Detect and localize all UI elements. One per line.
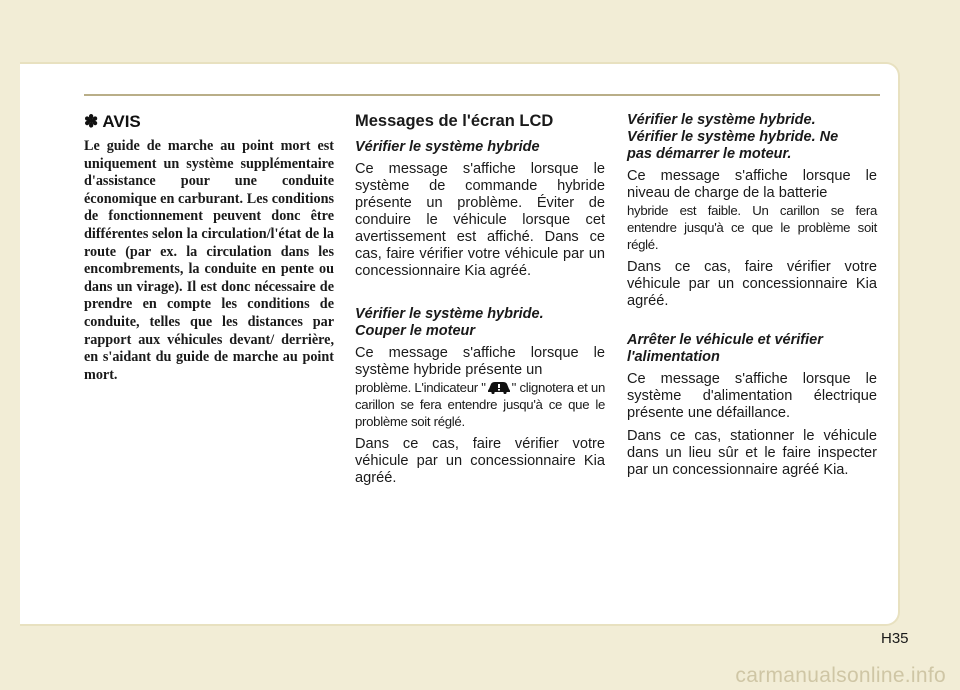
header-rule — [84, 94, 880, 96]
paragraph: Ce message s'affiche lorsque le système hybride présente un — [355, 345, 605, 378]
paragraph: Dans ce cas, faire vérifier votre véhicule par un concessionnaire Kia agréé. — [627, 259, 877, 309]
watermark: carmanualsonline.info — [735, 664, 946, 687]
subsection-title-line: Couper le moteur — [355, 323, 476, 339]
avis-title: ✽ AVIS — [84, 112, 141, 131]
spacer — [355, 286, 605, 306]
paragraph: Dans ce cas, stationner le véhicule dans un lieu sûr et le faire inspecter par un concessionnaire agréé Kia. — [627, 428, 877, 478]
subsection-title-line: pas démarrer le moteur. — [627, 146, 792, 162]
paragraph — [355, 379, 605, 430]
hybrid-car-warning-icon — [486, 379, 512, 394]
subsection-title-line: Vérifier le système hybride. — [355, 306, 544, 322]
subsection-title — [627, 332, 877, 366]
subsection-title-line: Arrêter le véhicule et vérifier — [627, 332, 823, 348]
lcd-column-continued — [627, 112, 877, 485]
lcd-column — [355, 112, 605, 493]
paragraph-text: problème. L'indicateur " — [355, 380, 486, 395]
avis-body: Le guide de marche au point mort est uniquement un système supplémentaire d'assistance pour une conduite économique en carburant. Les conditions de fonctionnement peuvent donc être différentes selon la circulation/l'état de la route (par ex. la circulation dans les encombrements, la conduite en pente ou dans un virage). Il est donc nécessaire de prendre en compte les conditions de conduite, telles que les distances par rapport aux véhicules devant/ derrière, en s'aidant du guide de marche au point mort. — [84, 138, 334, 383]
subsection-title-line: l'alimentation — [627, 349, 720, 365]
paragraph: Ce message s'affiche lorsque le système d'alimentation électrique présente une défaillance. — [627, 371, 877, 421]
paragraph: Ce message s'affiche lorsque le niveau de charge de la batterie — [627, 168, 877, 201]
page-number: H35 — [881, 630, 909, 647]
paragraph: Ce message s'affiche lorsque le système de commande hybride présente un problème. Éviter de conduire le véhicule lorsque cet avertissement est affiché. Dans ce cas, faire vérifier votre véhicule par un concessionnaire Kia agréé. — [355, 161, 605, 279]
subsection-title-line: Vérifier le système hybride. Ne — [627, 129, 839, 145]
section-title: Messages de l'écran LCD — [355, 112, 554, 130]
subsection-title — [627, 112, 877, 163]
paragraph-text: " clignotera et un carillon se fera entendre jusqu'à ce que le problème soit réglé. — [355, 380, 605, 429]
avis-column — [84, 112, 334, 384]
subsection-title: Vérifier le système hybride — [355, 139, 540, 155]
paragraph: hybride est faible. Un carillon se fera entendre jusqu'à ce que le problème soit réglé. — [627, 203, 877, 252]
paragraph: Dans ce cas, faire vérifier votre véhicule par un concessionnaire Kia agréé. — [355, 436, 605, 486]
subsection-title — [355, 306, 605, 340]
subsection-title-line: Vérifier le système hybride. — [627, 112, 816, 128]
spacer — [627, 316, 877, 332]
